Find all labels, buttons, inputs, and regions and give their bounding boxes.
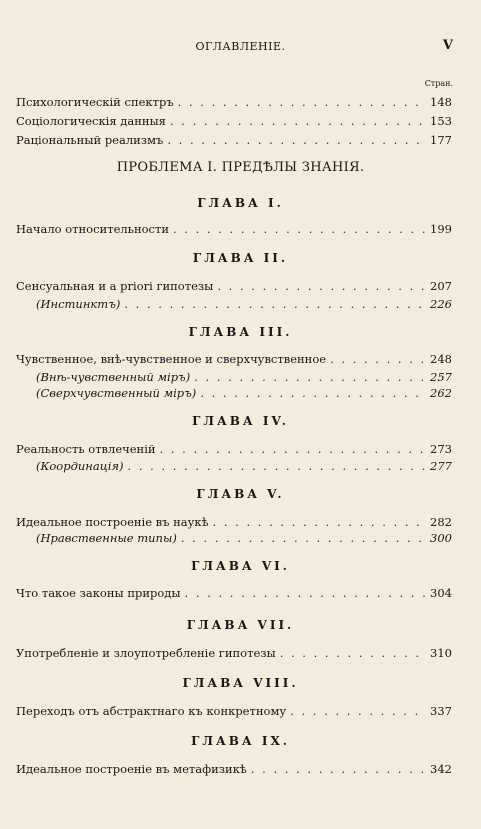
toc-entry-title: Употребленіе и злоупотребленіе гипотезы [16,646,276,660]
dot-leader [213,515,427,529]
chapter-heading: ГЛАВА III. [188,325,293,339]
running-title: ОГЛАВЛЕНІЕ. [195,40,286,53]
toc-entry [16,704,452,720]
toc-entry-title: Что такое законы природы [16,586,181,600]
toc-entry-title: Переходъ отъ абстрактнаго къ конкретному [16,704,287,718]
dot-leader [128,459,427,473]
toc-entry-title: (Внѣ-чувственный міръ) [36,370,191,384]
toc-entry-title: Сенсуальная и a priori гипотезы [16,279,214,293]
toc-entry-page: 304 [430,586,452,600]
toc-entry-page: 262 [430,386,452,400]
toc-entry [16,586,452,602]
toc-entry-page: 342 [430,762,452,776]
toc-entry [16,95,452,111]
toc-entry-title: Реальность отвлеченій [16,442,156,456]
toc-subentry [36,459,452,475]
toc-entry [16,515,452,531]
toc-entry-page: 300 [430,531,452,545]
dot-leader [178,95,426,109]
toc-subentry [36,531,452,547]
toc-entry [16,762,452,778]
dot-leader [170,114,426,128]
chapter-heading: ГЛАВА I. [197,196,284,210]
page-column-label: Стран. [424,79,453,88]
chapter-heading: ГЛАВА IV. [192,414,289,428]
toc-entry-page: 207 [430,279,452,293]
dot-leader [330,352,426,366]
toc-entry-title: (Координація) [36,459,124,473]
toc-entry [16,646,452,662]
toc-entry-title: Психологическій спектръ [16,95,174,109]
toc-subentry [36,297,452,313]
toc-entry [16,279,452,295]
toc-entry-title: (Инстинктъ) [36,297,121,311]
toc-entry-title: (Сверхчувственный міръ) [36,386,197,400]
dot-leader [217,279,426,293]
dot-leader [181,531,426,545]
toc-entry-title: Идеальное построеніе въ наукѣ [16,515,209,529]
toc-entry-title: (Нравственные типы) [36,531,177,545]
dot-leader [200,386,426,400]
toc-entry-page: 310 [430,646,452,660]
chapter-heading: ГЛАВА IX. [191,734,290,748]
toc-entry-page: 148 [430,95,452,109]
toc-entry-title: Чувственное, внѣ-чувственное и сверхчувственное [16,352,327,366]
chapter-heading: ГЛАВА VI. [191,559,290,573]
toc-entry-page: 248 [430,352,452,366]
toc-entry-page: 273 [430,442,452,456]
dot-leader [160,442,426,456]
chapter-heading: ГЛАВА V. [196,487,285,501]
toc-entry [16,442,452,458]
dot-leader [185,586,427,600]
toc-entry-page: 177 [430,133,452,147]
toc-entry-page: 199 [430,222,452,236]
toc-entry [16,114,452,130]
chapter-heading: ГЛАВА VIII. [182,676,299,690]
toc-entry-title: Соціологическія данныя [16,114,166,128]
dot-leader [290,704,426,718]
toc-entry-page: 282 [430,515,452,529]
dot-leader [124,297,426,311]
page-number: V [442,38,453,53]
toc-entry-page: 257 [430,370,452,384]
toc-entry-title: Начало относительности [16,222,169,236]
part-title: ПРОБЛЕМА I. ПРЕДѢЛЫ ЗНАНІЯ. [116,160,365,175]
dot-leader [167,133,426,147]
toc-entry [16,222,452,238]
toc-entry-page: 153 [430,114,452,128]
dot-leader [173,222,426,236]
toc-entry-title: Раціональный реализмъ [16,133,164,147]
toc-subentry [36,370,452,386]
toc-entry [16,133,452,149]
toc-subentry [36,386,452,402]
dot-leader [280,646,426,660]
chapter-heading: ГЛАВА VII. [186,618,295,632]
toc-entry-page: 277 [430,459,452,473]
toc-entry [16,352,452,368]
dot-leader [251,762,426,776]
chapter-heading: ГЛАВА II. [192,251,289,265]
dot-leader [194,370,426,384]
toc-entry-title: Идеальное построеніе въ метафизикѣ [16,762,247,776]
toc-entry-page: 226 [430,297,452,311]
toc-entry-page: 337 [430,704,452,718]
